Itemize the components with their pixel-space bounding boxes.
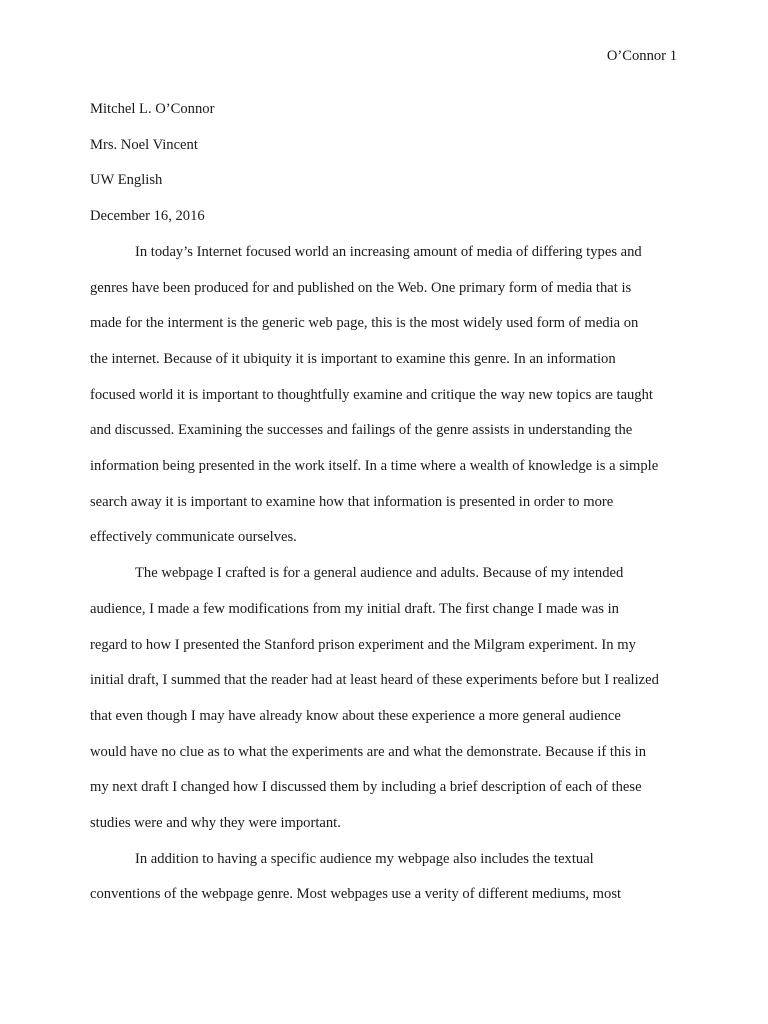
paragraph-line: information being presented in the work itself. In a time where a wealth of knowledge is a simple <box>90 458 659 475</box>
paragraph-line: and discussed. Examining the successes and failings of the genre assists in understanding the <box>90 422 633 439</box>
running-head: O’Connor 1 <box>606 48 677 64</box>
paragraph-line: regard to how I presented the Stanford prison experiment and the Milgram experiment. In my <box>90 636 636 653</box>
course-name: UW English <box>90 172 163 189</box>
essay-body <box>90 92 678 913</box>
paragraph-line: effectively communicate ourselves. <box>90 529 297 546</box>
paragraph-line: genres have been produced for and published on the Web. One primary form of media that is <box>90 279 632 296</box>
author-name: Mitchel L. O’Connor <box>90 101 215 117</box>
instructor-name: Mrs. Noel Vincent <box>90 136 198 153</box>
paragraph-line: studies were and why they were important. <box>90 815 341 832</box>
paragraph-line: my next draft I changed how I discussed them by including a brief description of each of these <box>90 779 642 796</box>
paragraph-line: search away it is important to examine how that information is presented in order to more <box>90 493 614 510</box>
paragraph-1 <box>90 235 678 556</box>
paragraph-line: conventions of the webpage genre. Most webpages use a verity of different mediums, most <box>90 886 622 903</box>
paragraph-line: The webpage I crafted is for a general audience and adults. Because of my intended <box>135 565 624 582</box>
paragraph-line: audience, I made a few modifications from my initial draft. The first change I made was in <box>90 600 619 617</box>
paragraph-line: In today’s Internet focused world an increasing amount of media of differing types and <box>135 243 642 260</box>
paragraph-2 <box>90 556 678 842</box>
paragraph-line: that even though I may have already know about these experience a more general audience <box>90 707 621 724</box>
paragraph-3 <box>90 842 678 913</box>
essay-date: December 16, 2016 <box>90 208 205 225</box>
paragraph-line: would have no clue as to what the experiments are and what the demonstrate. Because if this in <box>90 743 647 760</box>
paragraph-line: initial draft, I summed that the reader had at least heard of these experiments before but I realized <box>90 672 659 689</box>
paragraph-line: In addition to having a specific audience my webpage also includes the textual <box>135 850 594 867</box>
paragraph-line: made for the interment is the generic web page, this is the most widely used form of media on <box>90 315 639 332</box>
paragraph-line: the internet. Because of it ubiquity it is important to examine this genre. In an information <box>90 350 616 367</box>
paragraph-line: focused world it is important to thoughtfully examine and critique the way new topics are taught <box>90 386 653 403</box>
